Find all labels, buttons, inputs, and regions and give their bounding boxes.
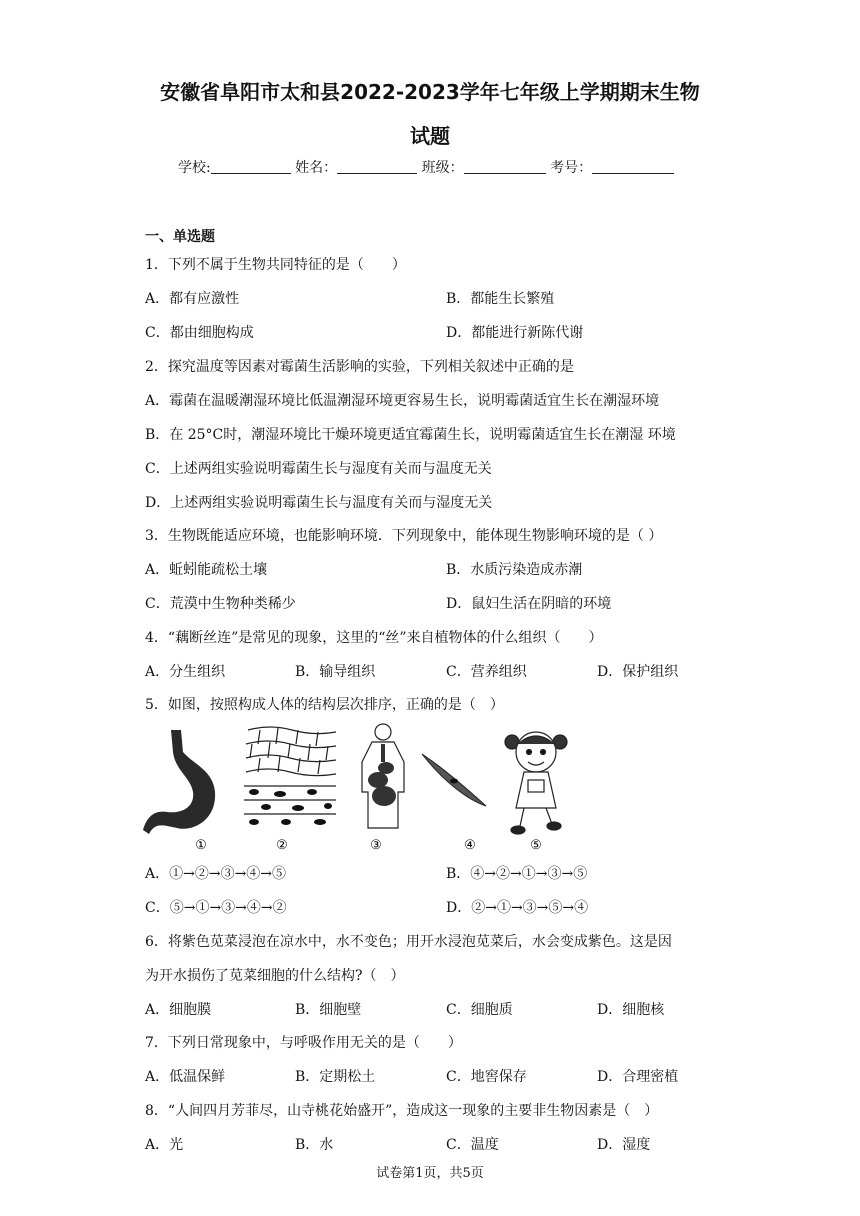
q4-option-b: B．输导组织 xyxy=(295,664,376,680)
q8-option-b: B．水 xyxy=(295,1137,334,1153)
question-6-stem-line2: 为开水损伤了苋菜细胞的什么结构?（ ） xyxy=(145,968,405,984)
school-blank xyxy=(211,159,291,174)
school-label: 学校: xyxy=(178,160,211,176)
q4-option-d: D．保护组织 xyxy=(597,664,679,680)
name-label: 姓名： xyxy=(295,160,338,176)
q3-option-c: C．荒漠中生物种类稀少 xyxy=(145,596,296,612)
q7-option-a: A．低温保鲜 xyxy=(145,1069,226,1085)
page-title-line2: 试题 xyxy=(410,124,450,148)
q6-option-b: B．细胞壁 xyxy=(295,1002,362,1018)
page-title: 安徽省阜阳市太和县2022-2023学年七年级上学期期末生物 xyxy=(160,80,700,104)
question-4-stem: 4．“藕断丝连”是常见的现象，这里的“丝”来自植物体的什么组织（ ） xyxy=(145,630,603,646)
fig-label-5: ⑤ xyxy=(530,838,542,852)
exam-no-blank xyxy=(592,159,674,174)
q2-option-b: B．在 25°C时，潮湿环境比干燥环境更适宜霉菌生长，说明霉菌适宜生长在潮湿 环境 xyxy=(145,427,676,443)
q6-option-d: D．细胞核 xyxy=(597,1002,665,1018)
name-blank xyxy=(337,159,417,174)
digestive-system-figure xyxy=(348,722,418,852)
fig-label-4: ④ xyxy=(464,838,476,852)
q1-option-d: D．都能进行新陈代谢 xyxy=(446,325,584,341)
muscle-cell-figure xyxy=(420,722,490,852)
exam-no-label: 考号： xyxy=(550,160,593,176)
q5-option-d: D．②→①→③→⑤→④ xyxy=(446,900,589,916)
q7-option-b: B．定期松土 xyxy=(295,1069,376,1085)
q2-option-a: A．霉菌在温暖潮湿环境比低温潮湿环境更容易生长，说明霉菌适宜生长在潮湿环境 xyxy=(145,393,660,409)
question-1-stem: 1．下列不属于生物共同特征的是（ ） xyxy=(145,257,406,273)
q4-option-a: A．分生组织 xyxy=(145,664,226,680)
q4-option-c: C．营养组织 xyxy=(446,664,527,680)
q5-option-c: C．⑤→①→③→④→② xyxy=(145,900,287,916)
q1-option-b: B．都能生长繁殖 xyxy=(446,291,555,307)
student-info-line xyxy=(178,157,674,177)
class-blank xyxy=(464,159,546,174)
q3-option-d: D．鼠妇生活在阴暗的环境 xyxy=(446,596,612,612)
girl-figure xyxy=(498,722,578,852)
tissue-figure xyxy=(240,722,340,852)
q2-option-c: C．上述两组实验说明霉菌生长与湿度有关而与温度无关 xyxy=(145,461,492,477)
question-7-stem: 7．下列日常现象中，与呼吸作用无关的是（ ） xyxy=(145,1035,462,1051)
q7-option-d: D．合理密植 xyxy=(597,1069,679,1085)
q8-option-c: C．温度 xyxy=(446,1137,499,1153)
q8-option-a: A．光 xyxy=(145,1137,184,1153)
q5-option-b: B．④→②→①→③→⑤ xyxy=(446,866,588,882)
page-footer: 试卷第1页，共5页 xyxy=(376,1166,484,1181)
q2-option-d: D．上述两组实验说明霉菌生长与温度有关而与湿度无关 xyxy=(145,495,493,511)
question-5-stem: 5．如图，按照构成人体的结构层次排序，正确的是（ ） xyxy=(145,697,504,713)
question-2-stem: 2．探究温度等因素对霉菌生活影响的实验，下列相关叙述中正确的是 xyxy=(145,359,574,375)
fig-label-1: ① xyxy=(195,838,207,852)
fig-label-3: ③ xyxy=(370,838,382,852)
question-6-stem: 6．将紫色苋菜浸泡在凉水中，水不变色；用开水浸泡苋菜后，水会变成紫色。这是因 xyxy=(145,934,672,950)
q6-option-a: A．细胞膜 xyxy=(145,1002,212,1018)
q1-option-a: A．都有应激性 xyxy=(145,291,240,307)
q3-option-a: A．蚯蚓能疏松土壤 xyxy=(145,562,268,578)
section-heading: 一、单选题 xyxy=(145,229,215,245)
q3-option-b: B．水质污染造成赤潮 xyxy=(446,562,583,578)
fig-label-2: ② xyxy=(276,838,288,852)
q5-option-a: A．①→②→③→④→⑤ xyxy=(145,866,287,882)
stomach-figure xyxy=(143,722,223,852)
q7-option-c: C．地窖保存 xyxy=(446,1069,527,1085)
q8-option-d: D．湿度 xyxy=(597,1137,651,1153)
question-8-stem: 8．“人间四月芳菲尽，山寺桃花始盛开”，造成这一现象的主要非生物因素是（ ） xyxy=(145,1103,659,1119)
q6-option-c: C．细胞质 xyxy=(446,1002,513,1018)
question-3-stem: 3．生物既能适应环境，也能影响环境．下列现象中，能体现生物影响环境的是（ ） xyxy=(145,528,663,544)
q1-option-c: C．都由细胞构成 xyxy=(145,325,254,341)
class-label: 班级： xyxy=(421,160,464,176)
